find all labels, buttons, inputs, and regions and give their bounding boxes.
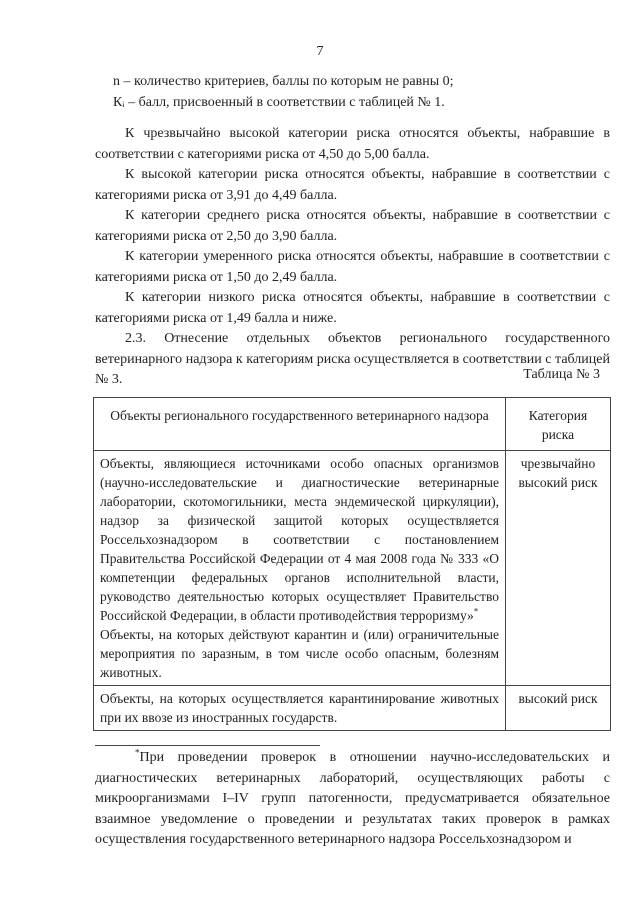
footnote-reference: * <box>473 606 479 617</box>
paragraph-high-risk: К высокой категории риска относятся объекты, набравшие в соответствии с категориями риска от 3,91 до 4,49 балла. <box>95 167 610 203</box>
paragraph-low-risk: К категории низкого риска относятся объекты, набравшие в соответствии с категориями риска от 1,49 балла и ниже. <box>95 290 610 326</box>
risk-category-table <box>93 397 611 731</box>
footnote-mark: * <box>135 747 140 758</box>
row1-category: чрезвычайно высокий риск <box>506 451 611 686</box>
table-row <box>94 451 611 686</box>
table-caption: Таблица № 3 <box>523 367 600 382</box>
row2-category: высокий риск <box>506 686 611 731</box>
row1-objects-part-b: Объекты, на которых действуют карантин и (или) ограничительные мероприятия по заразным, в том числе особо опасным, болезням животных. <box>100 627 499 680</box>
table-header-row <box>94 398 611 451</box>
row1-objects <box>94 451 506 686</box>
row1-objects-part-a: Объекты, являющиеся источниками особо опасных организмов (научно-исследовательские и диагностические ветеринарные лаборатории, скотомогильники, места эндемической циркуляции), надзор за физической защитой которых осуществляется Россельхознадзором в соответствии с постановлением Правительства Российской Федерации от 4 мая 2008 года № 333 «О компетенции федеральных органов исполнительной власти, руководство деятельностью которых осуществляет Правительство Российской Федерации, в области противодействия терроризму» <box>100 456 499 623</box>
footnote-text: При проведении проверок в отношении научно-исследовательских и диагностических ветеринарных лабораторий, осуществляющих работы с микроорганизмами I–IV групп патогенности, предусматривается обязательное взаимное уведомление о проведении и результатах таких проверок в рамках осуществления государственного ветеринарного надзора Россельхознадзором и <box>95 750 610 847</box>
definition-n: n – количество критериев, баллы по которым не равны 0; <box>113 74 454 89</box>
table-row <box>94 686 611 731</box>
paragraph-extreme-risk: К чрезвычайно высокой категории риска относятся объекты, набравшие в соответствии с категориями риска от 4,50 до 5,00 балла. <box>95 126 610 162</box>
paragraph-moderate-risk: К категории умеренного риска относятся объекты, набравшие в соответствии с категориями риска от 1,50 до 2,49 балла. <box>95 249 610 285</box>
body-text <box>95 124 610 391</box>
footnote <box>95 748 610 851</box>
formula-definitions <box>95 72 610 113</box>
definition-k: Кᵢ – балл, присвоенный в соответствии с таблицей № 1. <box>113 94 445 110</box>
paragraph-section-2-3: 2.3. Отнесение отдельных объектов регионального государственного ветеринарного надзора к категориям риска осуществляется в соответствии с таблицей № 3. <box>95 331 610 387</box>
header-category: Категория риска <box>506 398 611 451</box>
footnote-divider <box>95 745 320 746</box>
row2-objects: Объекты, на которых осуществляется карантинирование животных при их ввозе из иностранных государств. <box>94 686 506 731</box>
paragraph-medium-risk: К категории среднего риска относятся объекты, набравшие в соответствии с категориями риска от 2,50 до 3,90 балла. <box>95 208 610 244</box>
header-objects: Объекты регионального государственного ветеринарного надзора <box>94 398 506 451</box>
page-number: 7 <box>316 44 324 59</box>
